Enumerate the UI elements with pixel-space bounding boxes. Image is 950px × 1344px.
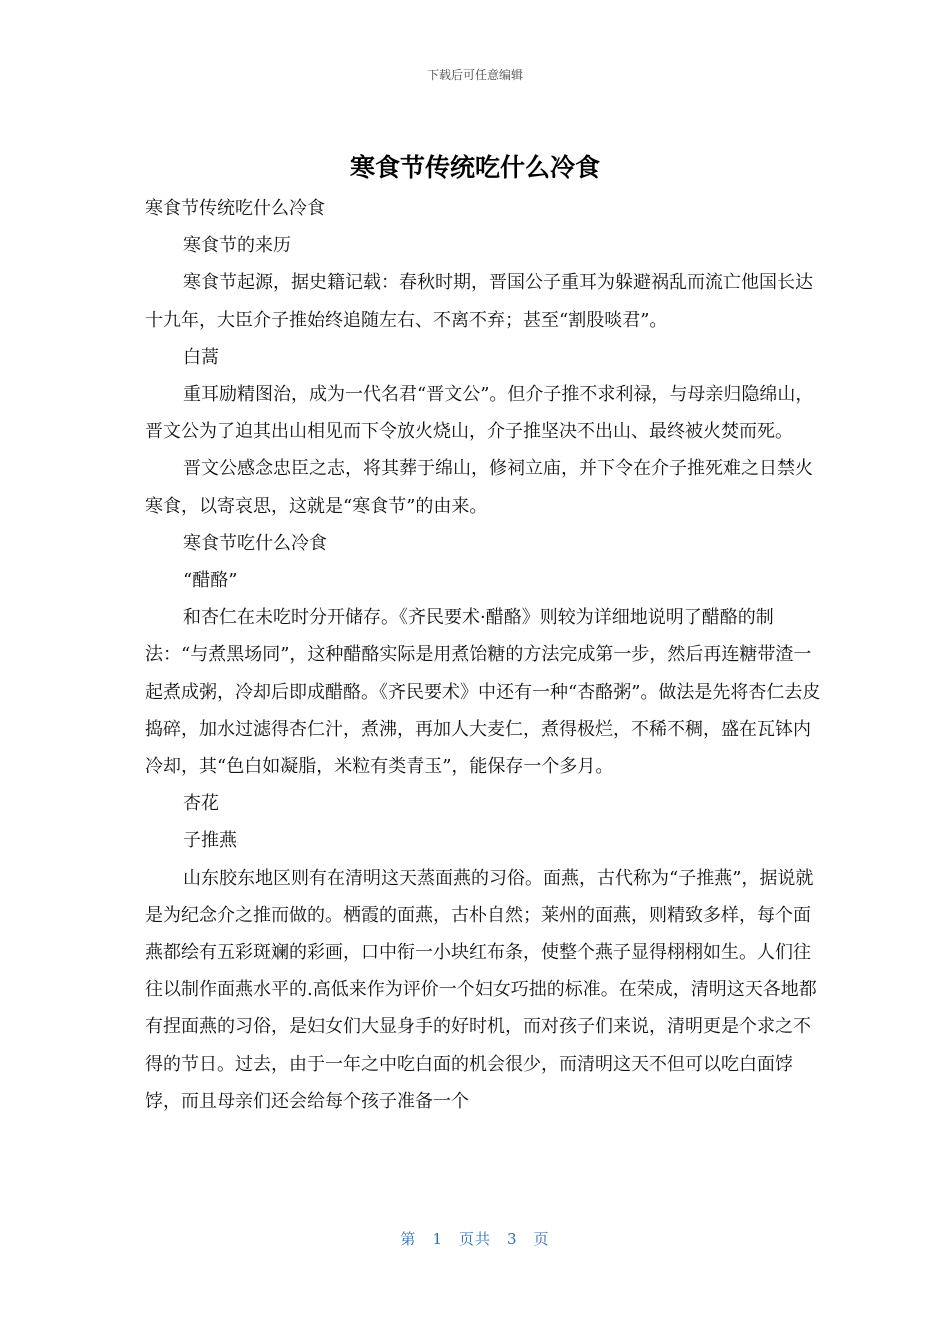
- paragraph-9: 和杏仁在未吃时分开储存。《齐民要术·醋酪》则较为详细地说明了醋酪的制法：“与煮黑场同”，这种醋酪实际是用煮饴糖的方法完成第一步，然后再连糖带渣一起煮成粥，冷却后即成醋酪。《齐民要术》中还有一种“杏酪粥”。做法是先将杏仁去皮捣碎，加水过滤得杏仁汁，煮沸，再加人大麦仁，煮得极烂，不稀不稠，盛在瓦钵内冷却，其“色白如凝脂，米粒有类青玉”，能保存一个多月。: [145, 607, 821, 778]
- footer-suffix: 页: [533, 1230, 550, 1248]
- paragraph-10: 杏花: [183, 793, 219, 815]
- document-title: 寒食节传统吃什么冷食: [349, 153, 600, 182]
- header-note: 下载后可任意编辑: [426, 68, 523, 82]
- footer-page-number: 1: [432, 1230, 443, 1248]
- page-footer: [0, 1228, 950, 1249]
- paragraph-12: 山东胶东地区则有在清明这天蒸面燕的习俗。面燕，古代称为“子推燕”，据说就是为纪念介之推而做的。栖霞的面燕，古朴自然；莱州的面燕，则精致多样，每个面燕都绘有五彩斑斓的彩画，口中衔一小块红布条，使整个燕子显得栩栩如生。人们往往以制作面燕水平的.高低来作为评价一个妇女巧拙的标准。在荣成，清明这天各地都有捏面燕的习俗，是妇女们大显身手的好时机，而对孩子们来说，清明更是个求之不得的节日。过去，由于一年之中吃白面的机会很少，而清明这天不但可以吃白面饽饽，而且母亲们还会给每个孩子准备一个: [145, 867, 817, 1112]
- paragraph-3: 寒食节起源，据史籍记载：春秋时期，晋国公子重耳为躲避祸乱而流亡他国长达十九年，大臣介子推始终追随左右、不离不弃；甚至“割股啖君”。: [145, 272, 813, 331]
- paragraph-8: “醋酪”: [183, 570, 238, 592]
- paragraph-11: 子推燕: [183, 830, 237, 852]
- footer-middle: 页共: [458, 1230, 491, 1248]
- paragraph-4: 白蒿: [183, 346, 219, 368]
- footer-total-pages: 3: [507, 1230, 518, 1248]
- footer-prefix: 第: [400, 1230, 417, 1248]
- paragraph-2: 寒食节的来历: [183, 235, 291, 257]
- paragraph-7: 寒食节吃什么冷食: [183, 532, 327, 554]
- paragraph-5: 重耳励精图治，成为一代名君“晋文公”。但介子推不求利禄，与母亲归隐绵山，晋文公为了迫其出山相见而下令放火烧山，介子推坚决不出山、最终被火焚而死。: [145, 384, 814, 443]
- paragraph-6: 晋文公感念忠臣之志，将其葬于绵山，修祠立庙，并下令在介子推死难之日禁火寒食，以寄哀思，这就是“寒食节”的由来。: [145, 458, 813, 517]
- document-body: [145, 190, 825, 1120]
- paragraph-1: 寒食节传统吃什么冷食: [145, 198, 325, 219]
